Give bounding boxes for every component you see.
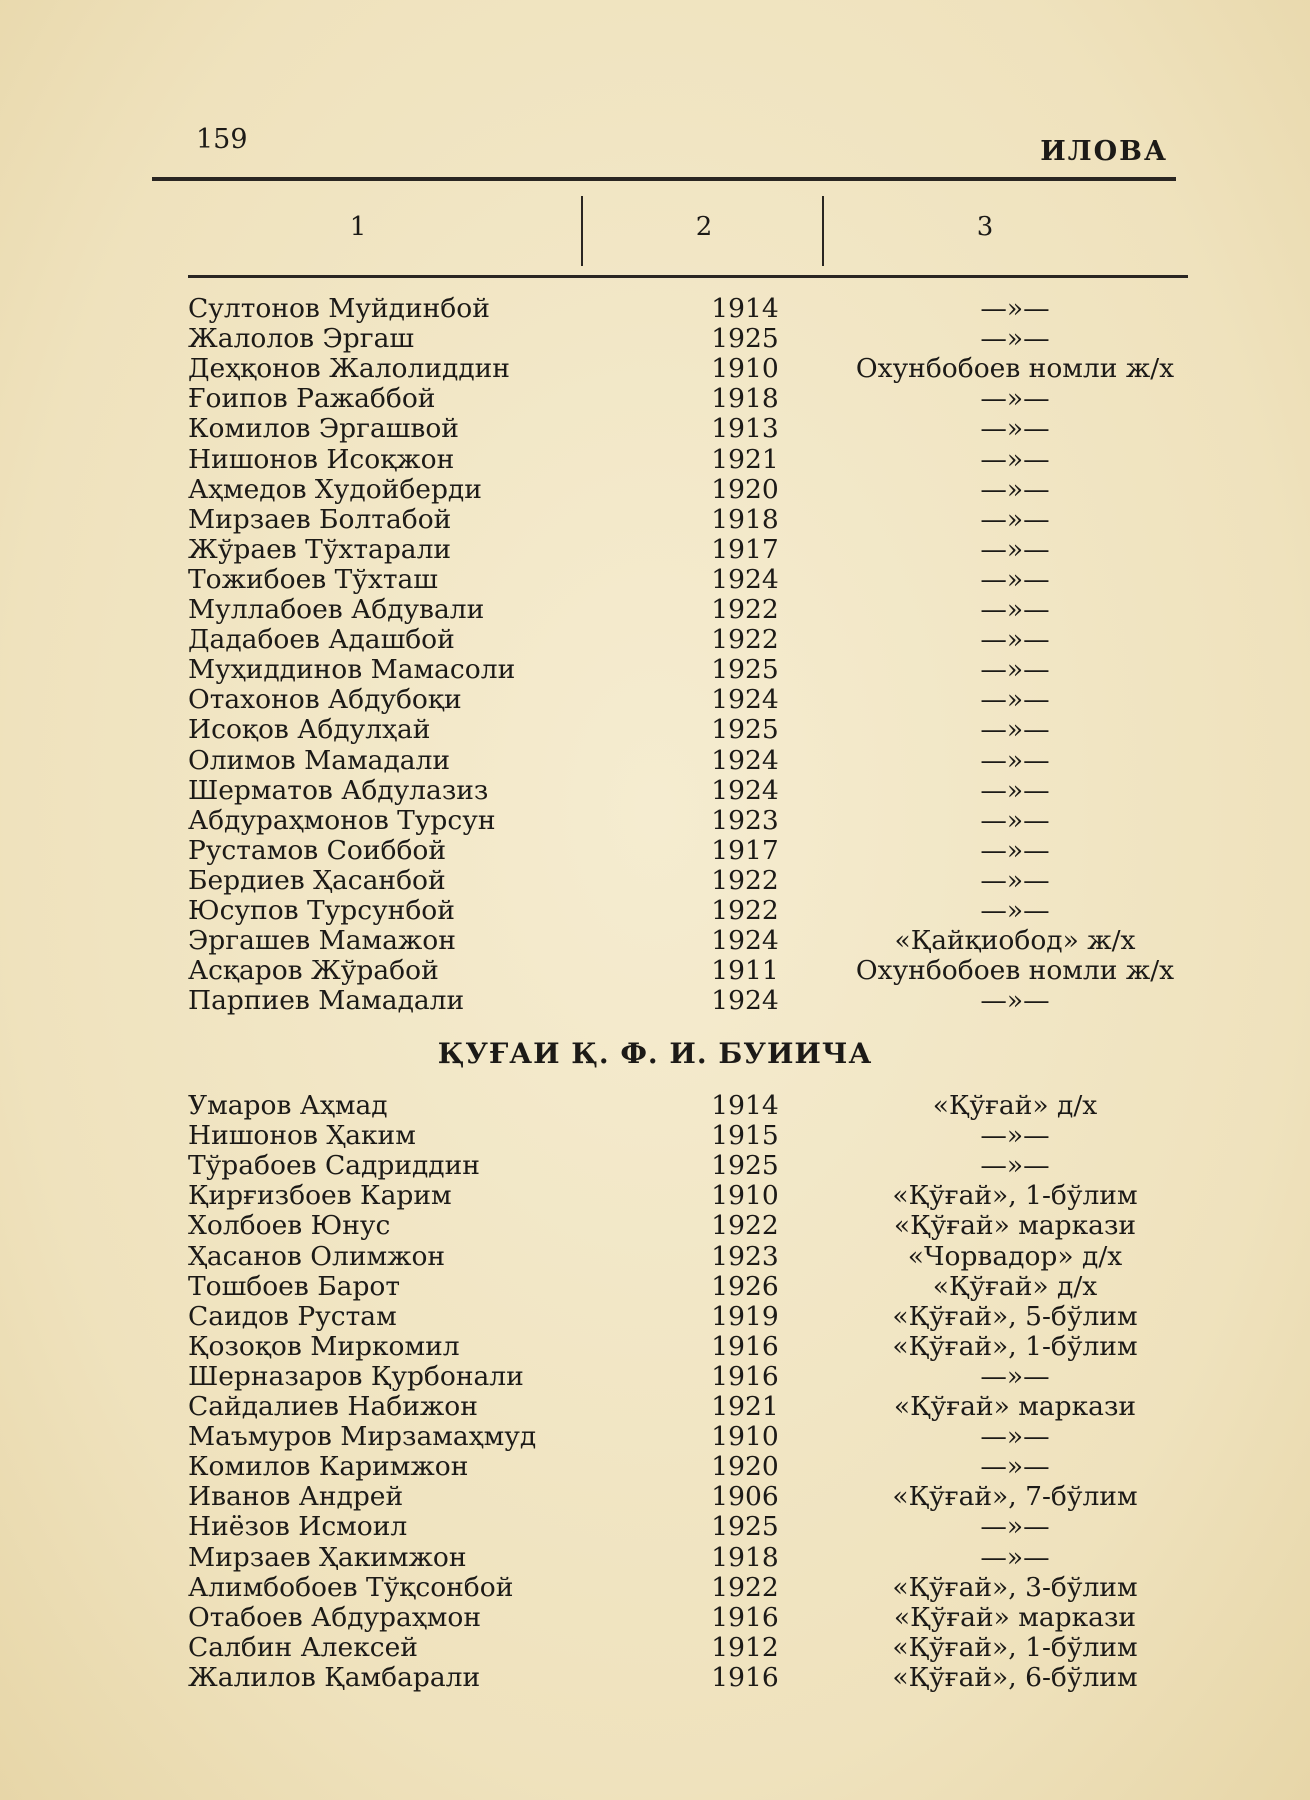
person-name: Ғоипов Ражаббой [188, 383, 436, 415]
birth-year: 1926 [711, 1270, 779, 1302]
birth-year: 1913 [711, 413, 779, 445]
person-name: Дадабоев Адашбой [188, 624, 455, 656]
workplace: «Қўғай», 3-бўлим [892, 1571, 1138, 1603]
workplace: —»— [980, 985, 1050, 1017]
list-item [0, 1211, 1310, 1241]
birth-year: 1911 [711, 955, 779, 987]
birth-year: 1923 [711, 804, 779, 836]
workplace: —»— [980, 413, 1050, 445]
person-name: Парпиев Мамадали [188, 985, 465, 1017]
list-item [0, 1332, 1310, 1362]
column-separator [822, 196, 824, 266]
person-name: Ҳасанов Олимжон [188, 1240, 446, 1272]
list-item [0, 565, 1310, 595]
person-name: Эргашев Мамажон [188, 925, 456, 957]
workplace: —»— [980, 1421, 1050, 1453]
person-name: Тожибоев Тўхташ [188, 563, 438, 595]
workplace: —»— [980, 864, 1050, 896]
list-item [0, 1272, 1310, 1302]
workplace: «Қўғай» д/х [932, 1270, 1098, 1302]
birth-year: 1912 [711, 1631, 779, 1663]
list-item [0, 1151, 1310, 1181]
list-item [0, 1452, 1310, 1482]
workplace: —»— [980, 684, 1050, 716]
person-name: Бердиев Ҳасанбой [188, 864, 446, 896]
person-name: Жалолов Эргаш [188, 323, 415, 355]
person-name: Нишонов Исоқжон [188, 443, 455, 475]
list-item [0, 655, 1310, 685]
person-name: Қирғизбоев Карим [188, 1180, 452, 1212]
column-header-1: 1 [349, 212, 367, 242]
birth-year: 1910 [711, 353, 779, 385]
person-name: Абдураҳмонов Турсун [188, 804, 496, 836]
list-item [0, 1362, 1310, 1392]
person-name: Мирзаев Болтабой [188, 503, 452, 535]
person-name: Жўраев Тўхтарали [188, 533, 452, 565]
birth-year: 1922 [711, 594, 779, 625]
workplace: «Қўғай», 1-бўлим [892, 1330, 1138, 1362]
workplace: —»— [980, 1120, 1050, 1152]
list-item [0, 535, 1310, 565]
person-name: Аҳмедов Худойберди [188, 473, 482, 505]
birth-year: 1920 [711, 1451, 779, 1483]
list-item [0, 324, 1310, 354]
list-item [0, 1242, 1310, 1272]
person-name: Деҳқонов Жалолиддин [188, 353, 510, 385]
birth-year: 1917 [711, 533, 779, 565]
workplace: —»— [980, 594, 1050, 625]
person-name: Шерматов Абдулазиз [188, 774, 489, 806]
workplace: —»— [980, 473, 1050, 505]
list-item [0, 836, 1310, 866]
birth-year: 1921 [711, 443, 779, 475]
birth-year: 1918 [711, 1541, 779, 1573]
birth-year: 1922 [711, 895, 779, 926]
workplace: —»— [980, 383, 1050, 415]
person-name: Иванов Андрей [188, 1481, 404, 1513]
list-item [0, 505, 1310, 535]
workplace: —»— [980, 804, 1050, 836]
birth-year: 1922 [711, 1571, 779, 1603]
list-item [0, 414, 1310, 444]
person-name: Жалилов Қамбарали [188, 1661, 481, 1693]
workplace: «Қўғай» д/х [932, 1090, 1098, 1121]
list-item [0, 1633, 1310, 1663]
list-item [0, 445, 1310, 475]
person-name: Комилов Каримжон [188, 1451, 469, 1483]
birth-year: 1920 [711, 473, 779, 505]
birth-year: 1914 [711, 293, 779, 324]
workplace: —»— [980, 1451, 1050, 1483]
workplace: —»— [980, 323, 1050, 355]
workplace: Охунбобоев номли ж/х [855, 955, 1175, 987]
workplace: «Қўғай» маркази [893, 1210, 1137, 1242]
section-title: ҚУҒАИ Қ. Ф. И. БУИИЧА [437, 1037, 873, 1070]
birth-year: 1922 [711, 624, 779, 656]
list-item [0, 776, 1310, 806]
person-name: Маъмуров Мирзамаҳмуд [188, 1421, 537, 1453]
workplace: —»— [980, 533, 1050, 565]
birth-year: 1925 [711, 323, 779, 355]
list-item [0, 595, 1310, 625]
person-name: Юсупов Турсунбой [188, 895, 455, 926]
birth-year: 1916 [711, 1330, 779, 1362]
birth-year: 1925 [711, 1511, 779, 1543]
workplace: —»— [980, 1541, 1050, 1573]
birth-year: 1910 [711, 1180, 779, 1212]
workplace: «Қўғай» маркази [893, 1601, 1137, 1633]
person-name: Тўрабоев Садриддин [188, 1150, 480, 1182]
list-item [0, 866, 1310, 896]
person-name: Асқаров Жўрабой [188, 955, 439, 987]
workplace: «Қўғай», 7-бўлим [892, 1481, 1138, 1513]
list-item [0, 806, 1310, 836]
workplace: —»— [980, 654, 1050, 686]
list-item [0, 956, 1310, 986]
birth-year: 1922 [711, 864, 779, 896]
birth-year: 1924 [711, 774, 779, 806]
person-name: Сайдалиев Набижон [188, 1391, 478, 1422]
person-name: Рустамов Соиббой [188, 834, 447, 866]
person-name: Муллабоев Абдували [188, 594, 485, 625]
birth-year: 1918 [711, 503, 779, 535]
birth-year: 1916 [711, 1601, 779, 1633]
list-item [0, 1302, 1310, 1332]
workplace: —»— [980, 1511, 1050, 1543]
workplace: —»— [980, 443, 1050, 475]
birth-year: 1915 [711, 1120, 779, 1152]
person-name: Салбин Алексей [188, 1631, 418, 1663]
workplace: —»— [980, 1150, 1050, 1182]
list-item [0, 1392, 1310, 1422]
workplace: —»— [980, 624, 1050, 656]
list-item [0, 1573, 1310, 1603]
list-item [0, 1663, 1310, 1693]
person-name: Холбоев Юнус [188, 1210, 391, 1242]
person-name: Шерназаров Қурбонали [188, 1360, 524, 1392]
birth-year: 1922 [711, 1210, 779, 1242]
list-item [0, 1482, 1310, 1512]
birth-year: 1924 [711, 744, 779, 776]
birth-year: 1921 [711, 1391, 779, 1422]
workplace: —»— [980, 895, 1050, 926]
person-name: Ниёзов Исмоил [188, 1511, 408, 1543]
workplace: —»— [980, 563, 1050, 595]
running-head: ИЛОВА [1040, 136, 1168, 167]
birth-year: 1925 [711, 714, 779, 746]
list-item [0, 1181, 1310, 1211]
workplace: «Қўғай», 1-бўлим [892, 1180, 1138, 1212]
workplace: —»— [980, 834, 1050, 866]
list-item [0, 1422, 1310, 1452]
column-header-2: 2 [695, 212, 713, 242]
list-item [0, 1603, 1310, 1633]
person-name: Исоқов Абдулҳай [188, 714, 431, 746]
workplace: —»— [980, 503, 1050, 535]
workplace: «Қайқиобод» ж/х [894, 925, 1136, 957]
workplace: —»— [980, 774, 1050, 806]
person-name: Нишонов Ҳаким [188, 1120, 416, 1152]
birth-year: 1918 [711, 383, 779, 415]
page-number: 159 [196, 124, 248, 155]
workplace: «Қўғай», 6-бўлим [892, 1661, 1138, 1693]
workplace: Охунбобоев номли ж/х [855, 353, 1175, 385]
list-item [0, 986, 1310, 1016]
workplace: —»— [980, 1360, 1050, 1392]
birth-year: 1914 [711, 1090, 779, 1121]
workplace: «Қўғай», 5-бўлим [892, 1300, 1138, 1332]
list-item [0, 625, 1310, 655]
header-rule-bottom [188, 275, 1188, 278]
list-item [0, 715, 1310, 745]
list-item [0, 685, 1310, 715]
person-name: Отахонов Абдубоқи [188, 684, 462, 716]
list-item [0, 926, 1310, 956]
list-item [0, 354, 1310, 384]
list-item [0, 475, 1310, 505]
list-item [0, 294, 1310, 324]
person-name: Отабоев Абдураҳмон [188, 1601, 481, 1633]
birth-year: 1925 [711, 654, 779, 686]
person-name: Алимбобоев Тўқсонбой [188, 1571, 514, 1603]
person-name: Олимов Мамадали [188, 744, 451, 776]
list-item [0, 746, 1310, 776]
list-item [0, 1543, 1310, 1573]
list-item [0, 1512, 1310, 1542]
birth-year: 1924 [711, 925, 779, 957]
birth-year: 1923 [711, 1240, 779, 1272]
person-name: Мирзаев Ҳакимжон [188, 1541, 467, 1573]
person-name: Қозоқов Миркомил [188, 1330, 460, 1362]
column-header-3: 3 [976, 212, 994, 242]
birth-year: 1917 [711, 834, 779, 866]
person-name: Саидов Рустам [188, 1300, 397, 1332]
birth-year: 1925 [711, 1150, 779, 1182]
birth-year: 1924 [711, 563, 779, 595]
birth-year: 1919 [711, 1300, 779, 1332]
list-item [0, 896, 1310, 926]
column-separator [581, 196, 583, 266]
workplace: «Чорвадор» д/х [907, 1240, 1123, 1272]
workplace: —»— [980, 744, 1050, 776]
birth-year: 1924 [711, 684, 779, 716]
workplace: —»— [980, 714, 1050, 746]
birth-year: 1906 [711, 1481, 779, 1513]
workplace: «Қўғай», 1-бўлим [892, 1631, 1138, 1663]
birth-year: 1924 [711, 985, 779, 1017]
person-name: Умаров Аҳмад [188, 1090, 388, 1121]
list-item [0, 1091, 1310, 1121]
person-name: Тошбоев Барот [188, 1270, 401, 1302]
birth-year: 1916 [711, 1360, 779, 1392]
list-item [0, 1121, 1310, 1151]
header-rule-top [152, 177, 1176, 181]
person-name: Комилов Эргашвой [188, 413, 459, 445]
list-item [0, 384, 1310, 414]
person-name: Муҳиддинов Мамасоли [188, 654, 516, 686]
workplace: «Қўғай» маркази [893, 1391, 1137, 1422]
person-name: Султонов Муйдинбой [188, 293, 490, 324]
birth-year: 1910 [711, 1421, 779, 1453]
workplace: —»— [980, 293, 1050, 324]
birth-year: 1916 [711, 1661, 779, 1693]
